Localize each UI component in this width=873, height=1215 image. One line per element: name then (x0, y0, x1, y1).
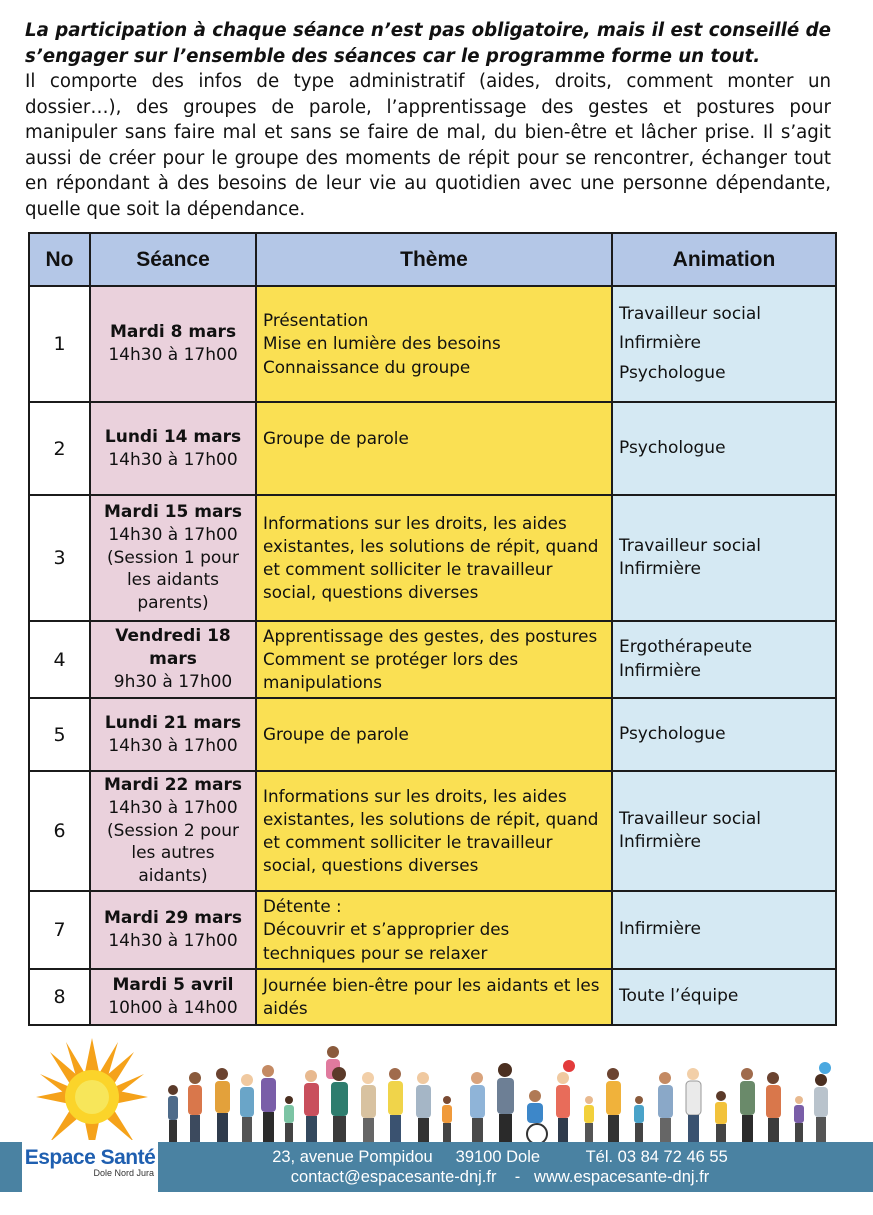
session-animation (612, 698, 836, 771)
session-day: Mardi 29 mars (104, 908, 242, 929)
animator: Infirmière (619, 333, 702, 354)
session-animation (612, 402, 836, 495)
session-date (90, 771, 256, 891)
logo-title: Espace Santé (24, 1146, 156, 1169)
theme-line: Informations sur les droits, les aides existantes, les solutions de répit, quand et comment solliciter le travailleur social, questions diverses (263, 512, 599, 603)
session-theme (256, 621, 612, 698)
logo-wordmark (22, 1140, 158, 1194)
session-animation (612, 621, 836, 698)
header-animation: Animation (612, 233, 836, 286)
session-day: Mardi 15 mars (104, 502, 242, 522)
table-row (29, 891, 836, 969)
session-animation (612, 771, 836, 891)
session-note: (Session 1 pour les aidants parents) (106, 547, 240, 614)
table-row (29, 698, 836, 771)
session-date (90, 495, 256, 621)
table-row (29, 969, 836, 1025)
address-line: 23, avenue Pompidou 39100 Dole Tél. 03 84 72 46 55 (272, 1148, 728, 1166)
theme-line: Apprentissage des gestes, des postures (263, 625, 598, 646)
table-row (29, 286, 836, 402)
session-number: 3 (29, 495, 90, 621)
session-animation (612, 891, 836, 969)
intro-body-text: Il comporte des infos de type administratif (aides, droits, comment monter un dossier…), des groupes de parole, l’apprentissage des gestes et postures pour manipuler sans faire mal et sans se faire de mal, du bien-être et lâcher prise. Il s’agit aussi de créer pour le groupe des moments de répit pour se rencontrer, échanger tout en répondant à des besoins de leur vie au quotidien avec une personne dépendante, quelle que soit la dépendance. (25, 71, 831, 220)
session-date (90, 621, 256, 698)
session-time: 14h30 à 17h00 (108, 449, 238, 470)
intro-paragraph (25, 18, 831, 222)
animator: Travailleur social (619, 303, 762, 324)
session-theme (256, 771, 612, 891)
session-number: 1 (29, 286, 90, 402)
animator: Psychologue (619, 437, 726, 458)
session-animation (612, 286, 836, 402)
session-time: 10h00 à 14h00 (108, 998, 238, 1018)
logo-subtitle: Dole Nord Jura (93, 1168, 154, 1178)
header-theme: Thème (256, 233, 612, 286)
animator: Infirmière (619, 660, 702, 681)
session-number: 4 (29, 621, 90, 698)
animator: Travailleur social (619, 808, 762, 829)
session-date (90, 969, 256, 1025)
session-time: 14h30 à 17h00 (108, 345, 238, 365)
table-row (29, 495, 836, 621)
theme-line: Journée bien-être pour les aidants et les aidés (263, 974, 600, 1018)
theme-line: Présentation (263, 310, 369, 331)
theme-line: Connaissance du groupe (263, 356, 471, 377)
theme-line: Comment se protéger lors des manipulations (263, 648, 519, 693)
session-note: (Session 2 pour les autres aidants) (106, 820, 240, 887)
animator: Travailleur social (619, 535, 762, 556)
sessions-table (28, 232, 837, 1026)
header-seance: Séance (90, 233, 256, 286)
footer (0, 1030, 873, 1215)
session-theme (256, 698, 612, 771)
contact-line[interactable]: contact@espacesante-dnj.fr - www.espacesante-dnj.fr (290, 1168, 710, 1186)
session-date (90, 698, 256, 771)
session-animation (612, 969, 836, 1025)
animator: Infirmière (619, 832, 702, 852)
session-time: 14h30 à 17h00 (108, 735, 238, 756)
session-number: 2 (29, 402, 90, 495)
theme-line: Groupe de parole (263, 723, 409, 744)
theme-line: Détente : (263, 896, 342, 917)
session-animation (612, 495, 836, 621)
session-theme (256, 891, 612, 969)
session-time: 14h30 à 17h00 (108, 931, 238, 951)
animator: Infirmière (619, 559, 702, 579)
session-time: 14h30 à 17h00 (108, 797, 238, 818)
animator: Infirmière (619, 919, 702, 940)
session-number: 6 (29, 771, 90, 891)
session-time: 14h30 à 17h00 (108, 524, 238, 545)
contact-info (160, 1147, 840, 1187)
session-day: Mardi 8 mars (109, 322, 237, 343)
session-theme (256, 402, 612, 495)
session-day: Mardi 22 mars (104, 775, 242, 795)
people-illustration (165, 1038, 835, 1148)
theme-line: Informations sur les droits, les aides existantes, les solutions de répit, quand et comment solliciter le travailleur social, questions diverses (263, 785, 599, 876)
sun-icon (36, 1038, 148, 1156)
table-header-row (29, 233, 836, 286)
animator: Toute l’équipe (619, 986, 739, 1007)
animator: Ergothérapeute (619, 637, 753, 657)
session-theme (256, 495, 612, 621)
theme-line: Mise en lumière des besoins (263, 333, 501, 354)
table-row (29, 621, 836, 698)
theme-line: Groupe de parole (263, 428, 409, 448)
header-no: No (29, 233, 90, 286)
session-number: 7 (29, 891, 90, 969)
session-date (90, 402, 256, 495)
session-date (90, 286, 256, 402)
session-theme (256, 969, 612, 1025)
session-day: Vendredi 18 mars (115, 626, 231, 670)
session-theme (256, 286, 612, 402)
session-time: 9h30 à 17h00 (113, 671, 233, 692)
session-number: 8 (29, 969, 90, 1025)
animator: Psychologue (619, 723, 726, 744)
animator: Psychologue (619, 362, 726, 383)
theme-line: Découvrir et s’approprier des techniques pour se relaxer (263, 919, 510, 963)
table-row (29, 402, 836, 495)
session-day: Mardi 5 avril (112, 975, 234, 996)
intro-bold-text: La participation à chaque séance n’est pas obligatoire, mais il est conseillé de s’engager sur l’ensemble des séances car le programme forme un tout. (25, 20, 831, 67)
session-number: 5 (29, 698, 90, 771)
session-day: Lundi 14 mars (104, 426, 242, 447)
session-date (90, 891, 256, 969)
table-row (29, 771, 836, 891)
session-day: Lundi 21 mars (104, 712, 242, 733)
